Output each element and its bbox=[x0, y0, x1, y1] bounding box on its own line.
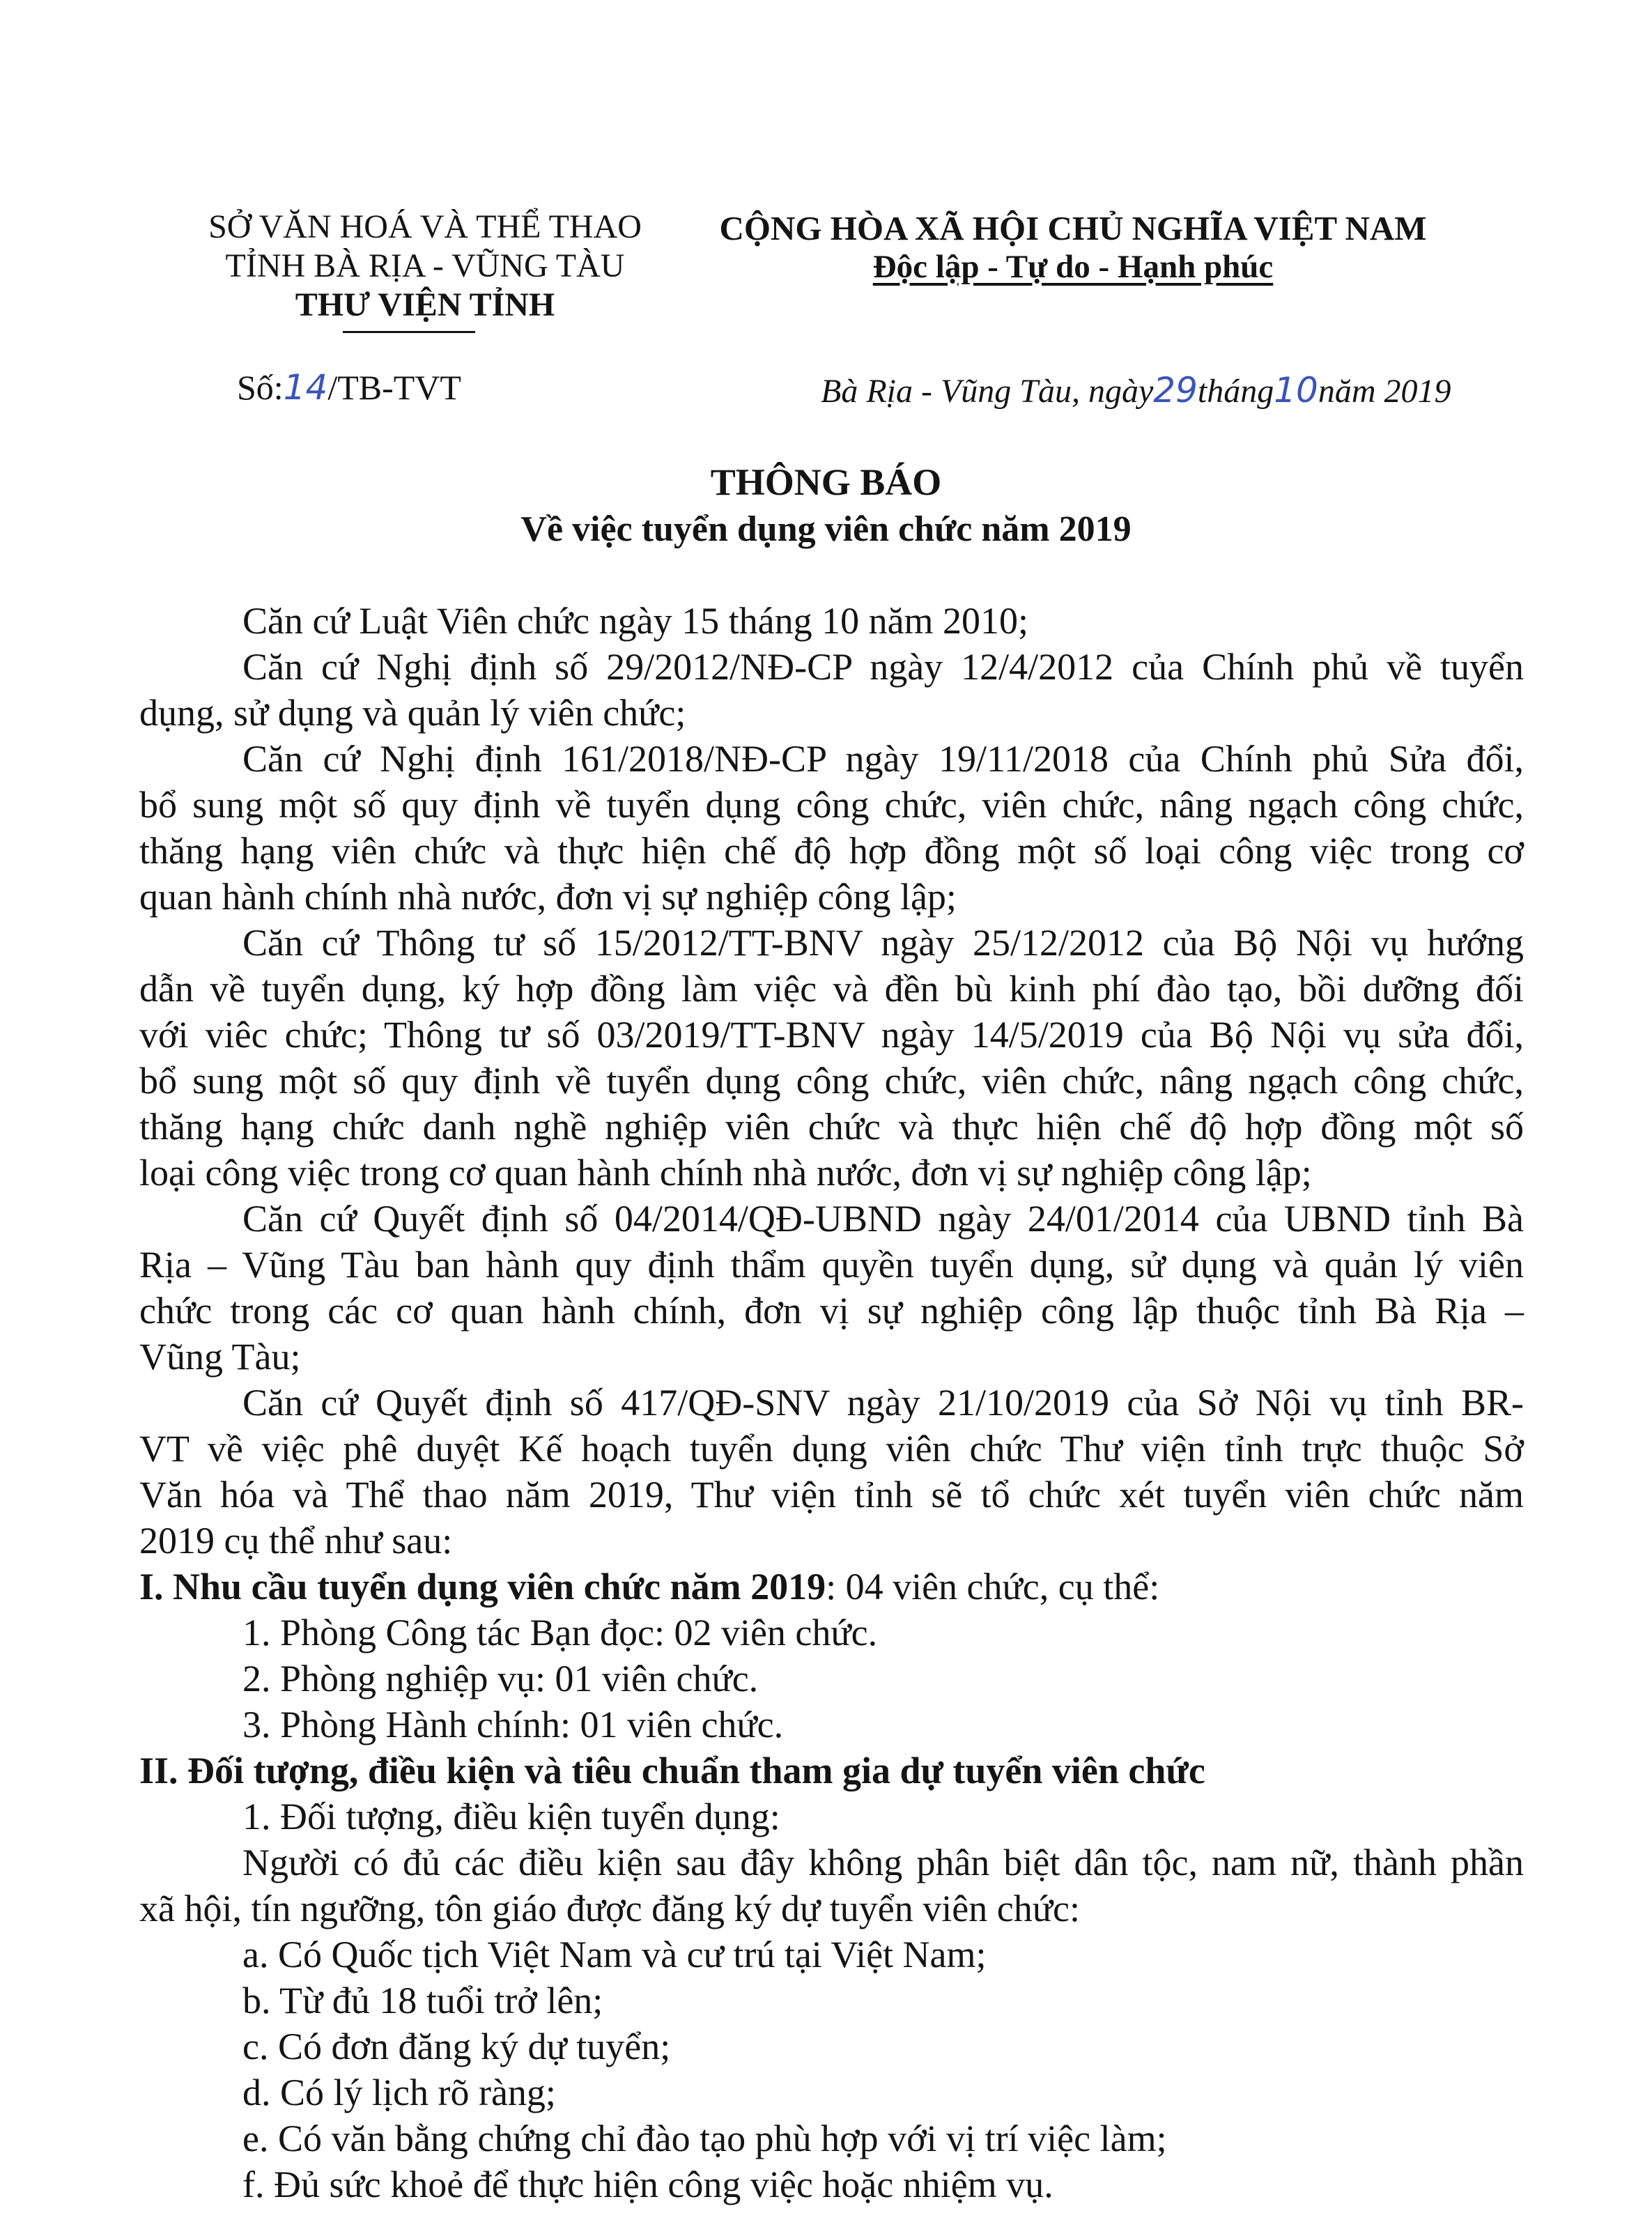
basis-line: Căn cứ Luật Viên chức ngày 15 tháng 10 năm 2010; bbox=[242, 600, 1029, 642]
section-1-item: 2. Phòng nghiệp vụ: 01 viên chức. bbox=[242, 1658, 759, 1699]
agency-line-department: SỞ VĂN HOÁ VÀ THỂ THAO bbox=[208, 208, 642, 245]
date-text-2: tháng bbox=[1197, 373, 1274, 410]
date-month-handwritten: 10 bbox=[1274, 370, 1318, 410]
document-number-handwritten: 14 bbox=[283, 367, 328, 408]
notice-title: THÔNG BÁO bbox=[710, 461, 942, 503]
date-text-3: năm 2019 bbox=[1318, 373, 1451, 410]
condition-item: e. Có văn bằng chứng chỉ đào tạo phù hợp với vị trí việc làm; bbox=[242, 2118, 1167, 2159]
condition-item: c. Có đơn đăng ký dự tuyển; bbox=[242, 2026, 671, 2067]
document-number-suffix: /TB-TVT bbox=[327, 368, 461, 407]
condition-item: f. Đủ sức khoẻ để thực hiện công việc hoặc nhiệm vụ. bbox=[242, 2164, 1053, 2205]
section-1-heading-rest: : 04 viên chức, cụ thể: bbox=[826, 1566, 1160, 1608]
condition-item: a. Có Quốc tịch Việt Nam và cư trú tại Việt Nam; bbox=[242, 1934, 987, 1975]
national-motto: Độc lập - Tự do - Hạnh phúc bbox=[872, 249, 1274, 285]
basis-line: bổ sung một số quy định về tuyển dụng công chức, viên chức, nâng ngạch công chức, bbox=[139, 1060, 1524, 1102]
basis-line: VT về việc phê duyệt Kế hoạch tuyển dụng viên chức Thư viện tỉnh trực thuộc Sở bbox=[139, 1428, 1524, 1470]
section-1-heading-bold: I. Nhu cầu tuyển dụng viên chức năm 2019 bbox=[139, 1566, 826, 1608]
basis-line: Căn cứ Quyết định số 04/2014/QĐ-UBND ngày 24/01/2014 của UBND tỉnh Bà bbox=[242, 1198, 1524, 1240]
section-1-item: 1. Phòng Công tác Bạn đọc: 02 viên chức. bbox=[242, 1612, 878, 1654]
basis-line: thăng hạng viên chức và thực hiện chế độ hợp đồng một số loại công việc trong cơ bbox=[139, 830, 1524, 872]
agency-underline bbox=[343, 331, 475, 333]
section-2-heading: II. Đối tượng, điều kiện và tiêu chuẩn tham gia dự tuyển viên chức bbox=[139, 1750, 1205, 1791]
basis-line: Căn cứ Quyết định số 417/QĐ-SNV ngày 21/10/2019 của Sở Nội vụ tỉnh BR- bbox=[242, 1382, 1524, 1424]
basis-line: dụng, sử dụng và quản lý viên chức; bbox=[139, 692, 686, 734]
basis-line: 2019 cụ thể như sau: bbox=[139, 1520, 453, 1562]
basis-line: quan hành chính nhà nước, đơn vị sự nghiệp công lập; bbox=[139, 876, 957, 918]
section-1-item: 3. Phòng Hành chính: 01 viên chức. bbox=[242, 1704, 784, 1745]
section-2-subheading: 1. Đối tượng, điều kiện tuyển dụng: bbox=[242, 1796, 780, 1837]
document-date bbox=[821, 371, 1451, 411]
section-2-paragraph-line: xã hội, tín ngưỡng, tôn giáo được đăng ký dự tuyển viên chức: bbox=[139, 1888, 1080, 1929]
document-number bbox=[237, 368, 461, 407]
basis-line: bổ sung một số quy định về tuyển dụng công chức, viên chức, nâng ngạch công chức, bbox=[139, 784, 1524, 826]
national-title: CỘNG HÒA XÃ HỘI CHỦ NGHĨA VIỆT NAM bbox=[719, 209, 1427, 247]
basis-line: Căn cứ Nghị định 161/2018/NĐ-CP ngày 19/11/2018 của Chính phủ Sửa đổi, bbox=[242, 738, 1524, 780]
agency-line-province: TỈNH BÀ RỊA - VŨNG TÀU bbox=[225, 247, 625, 284]
agency-line-library: THƯ VIỆN TỈNH bbox=[295, 286, 555, 323]
basis-line: thăng hạng chức danh nghề nghiệp viên chức và thực hiện chế độ hợp đồng một số bbox=[139, 1106, 1524, 1148]
document-number-prefix: Số: bbox=[237, 368, 284, 407]
date-day-handwritten: 29 bbox=[1153, 370, 1198, 410]
condition-item: d. Có lý lịch rõ ràng; bbox=[242, 2072, 556, 2113]
section-2-paragraph-line: Người có đủ các điều kiện sau đây không phân biệt dân tộc, nam nữ, thành phần bbox=[242, 1842, 1524, 1883]
basis-line: Văn hóa và Thể thao năm 2019, Thư viện tỉnh sẽ tổ chức xét tuyển viên chức năm bbox=[139, 1474, 1524, 1516]
condition-item: b. Từ đủ 18 tuổi trở lên; bbox=[242, 1980, 603, 2021]
basis-line: Căn cứ Nghị định số 29/2012/NĐ-CP ngày 12/4/2012 của Chính phủ về tuyển bbox=[242, 646, 1524, 688]
basis-line: với viêc chức; Thông tư số 03/2019/TT-BNV ngày 14/5/2019 của Bộ Nội vụ sửa đổi, bbox=[139, 1014, 1524, 1056]
basis-line: loại công việc trong cơ quan hành chính nhà nước, đơn vị sự nghiệp công lập; bbox=[139, 1152, 1312, 1194]
agency-header bbox=[188, 208, 662, 325]
section-1-heading bbox=[139, 1564, 1159, 1610]
basis-line: Vũng Tàu; bbox=[139, 1336, 301, 1378]
notice-subject: Về việc tuyển dụng viên chức năm 2019 bbox=[520, 509, 1132, 549]
basis-line: Rịa – Vũng Tàu ban hành quy định thẩm quyền tuyển dụng, sử dụng và quản lý viên bbox=[139, 1244, 1524, 1286]
basis-line: Căn cứ Thông tư số 15/2012/TT-BNV ngày 25/12/2012 của Bộ Nội vụ hướng bbox=[242, 922, 1524, 964]
basis-line: chức trong các cơ quan hành chính, đơn vị sự nghiệp công lập thuộc tỉnh Bà Rịa – bbox=[139, 1290, 1524, 1332]
date-text-1: Bà Rịa - Vũng Tàu, ngày bbox=[821, 373, 1154, 410]
basis-line: dẫn về tuyển dụng, ký hợp đồng làm việc và đền bù kinh phí đào tạo, bồi dưỡng đối bbox=[139, 968, 1524, 1010]
